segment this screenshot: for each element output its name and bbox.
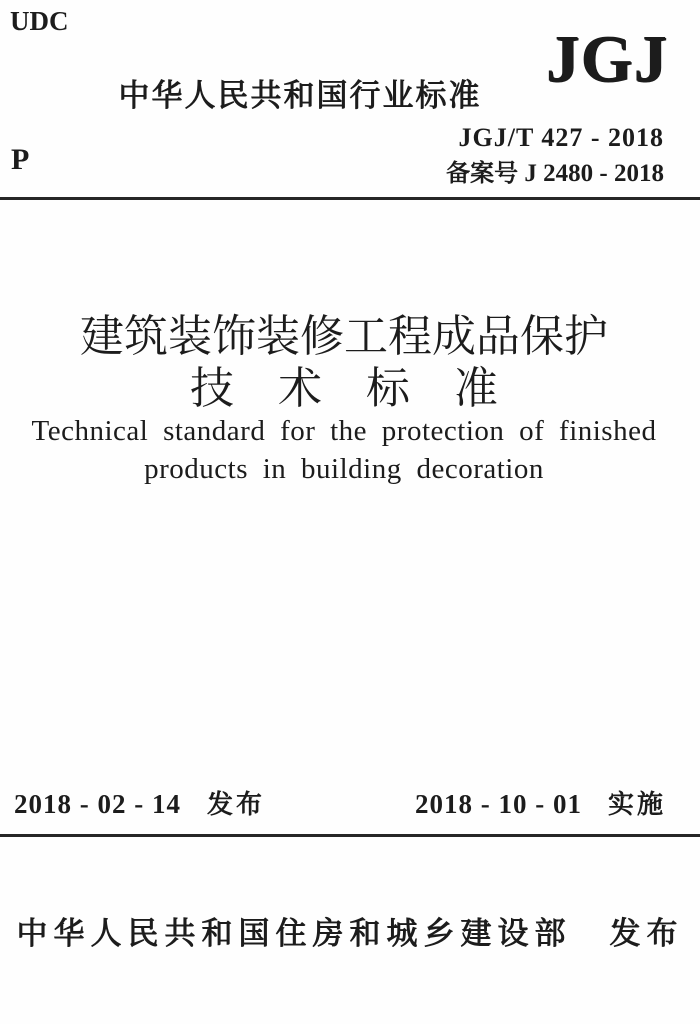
issue-label: 发布: [206, 789, 265, 819]
issue-date-block: [14, 784, 265, 821]
implement-label: 实施: [607, 789, 666, 819]
publisher-row: [0, 908, 700, 953]
document-title-zh-line2: 技 术 标 准: [190, 364, 498, 413]
document-title-en-line1: Technical standard for the protection of finished: [31, 415, 657, 447]
udc-code: UDC: [10, 6, 69, 36]
publisher-name: 中华人民共和国住房和城乡建设部: [16, 916, 572, 951]
record-number: J 2480 - 2018: [524, 160, 664, 187]
standard-number: JGJ/T 427 - 2018: [458, 123, 664, 152]
document-title-zh-line1: 建筑装饰装修工程成品保护: [80, 312, 608, 361]
national-standard-header: 中华人民共和国行业标准: [118, 78, 482, 113]
jgj-logo: JGJ: [545, 22, 668, 96]
document-title-en-line2: products in building decoration: [144, 453, 544, 485]
classification-code: P: [11, 143, 30, 176]
top-divider: [0, 197, 700, 200]
publish-label: 发布: [609, 916, 684, 951]
record-number-line: [446, 153, 664, 188]
bottom-divider: [0, 834, 700, 837]
issue-date: 2018 - 02 - 14: [14, 789, 181, 819]
implement-date: 2018 - 10 - 01: [415, 789, 582, 819]
record-label: 备案号: [446, 160, 519, 187]
implement-date-block: [415, 784, 666, 821]
